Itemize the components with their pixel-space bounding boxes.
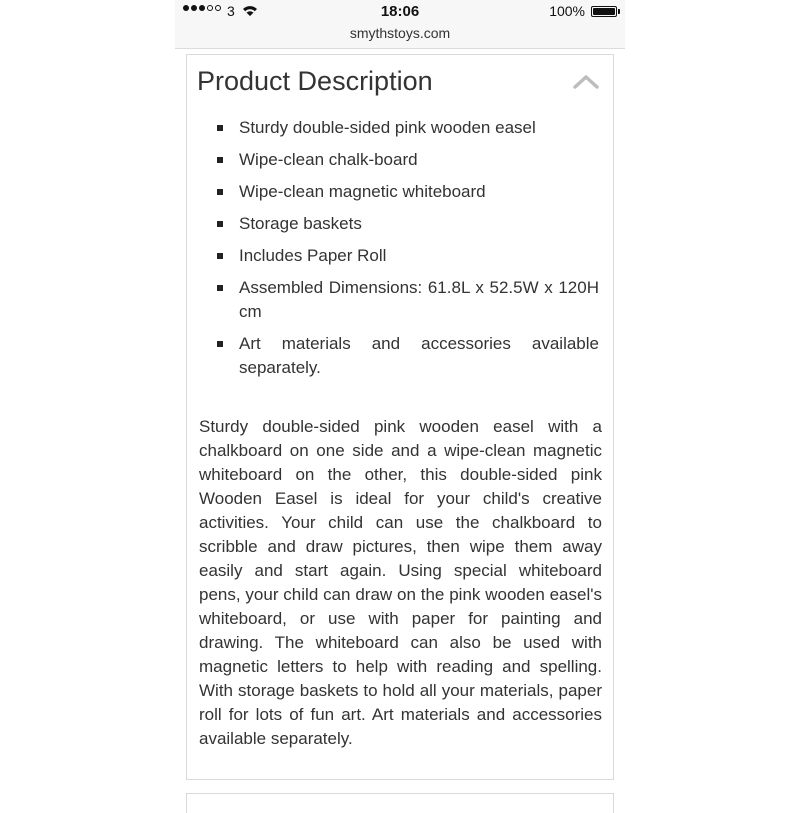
list-item: Assembled Dimensions: 61.8L x 52.5W x 120H cm bbox=[217, 276, 599, 324]
carrier-name: 3 bbox=[227, 3, 235, 19]
status-bar bbox=[175, 0, 625, 49]
battery-percent: 100% bbox=[549, 3, 585, 19]
list-item: Sturdy double-sided pink wooden easel bbox=[217, 116, 599, 140]
product-description-text: Sturdy double-sided pink wooden easel with a chalkboard on one side and a wipe-clean magnetic whiteboard on the other, this double-sided pink Wooden Easel is ideal for your child's creative activities. Your child can use the chalkboard to scribble and draw pictures, then wipe them away easily and start again. Using special whiteboard pens, your child can draw on the pink wooden easel's whiteboard, or use with paper for painting and drawing. The whiteboard can also be used with magnetic letters to help with reading and spelling. With storage baskets to hold all your materials, paper roll for lots of fun art. Art materials and accessories available separately. bbox=[199, 417, 602, 748]
address-bar-url[interactable]: smythstoys.com bbox=[349, 25, 451, 41]
panel-title: Product Description bbox=[197, 66, 433, 96]
list-item: Wipe-clean magnetic whiteboard bbox=[217, 180, 599, 204]
bullet-icon bbox=[217, 285, 223, 291]
list-item: Art materials and accessories available separately. bbox=[217, 332, 599, 380]
chevron-up-icon[interactable] bbox=[573, 73, 599, 94]
list-item: Storage baskets bbox=[217, 212, 599, 236]
next-panel-edge bbox=[186, 793, 614, 813]
bullet-icon bbox=[217, 221, 223, 227]
bullet-icon bbox=[217, 341, 223, 347]
bullet-icon bbox=[217, 157, 223, 163]
bullet-icon bbox=[217, 189, 223, 195]
list-item: Includes Paper Roll bbox=[217, 244, 599, 268]
feature-list bbox=[217, 116, 599, 388]
list-item: Wipe-clean chalk-board bbox=[217, 148, 599, 172]
battery-icon bbox=[591, 6, 617, 17]
bullet-icon bbox=[217, 253, 223, 259]
product-description-panel bbox=[186, 54, 614, 780]
bullet-icon bbox=[217, 125, 223, 131]
battery-nub bbox=[618, 9, 620, 14]
status-time: 18:06 bbox=[380, 3, 420, 20]
